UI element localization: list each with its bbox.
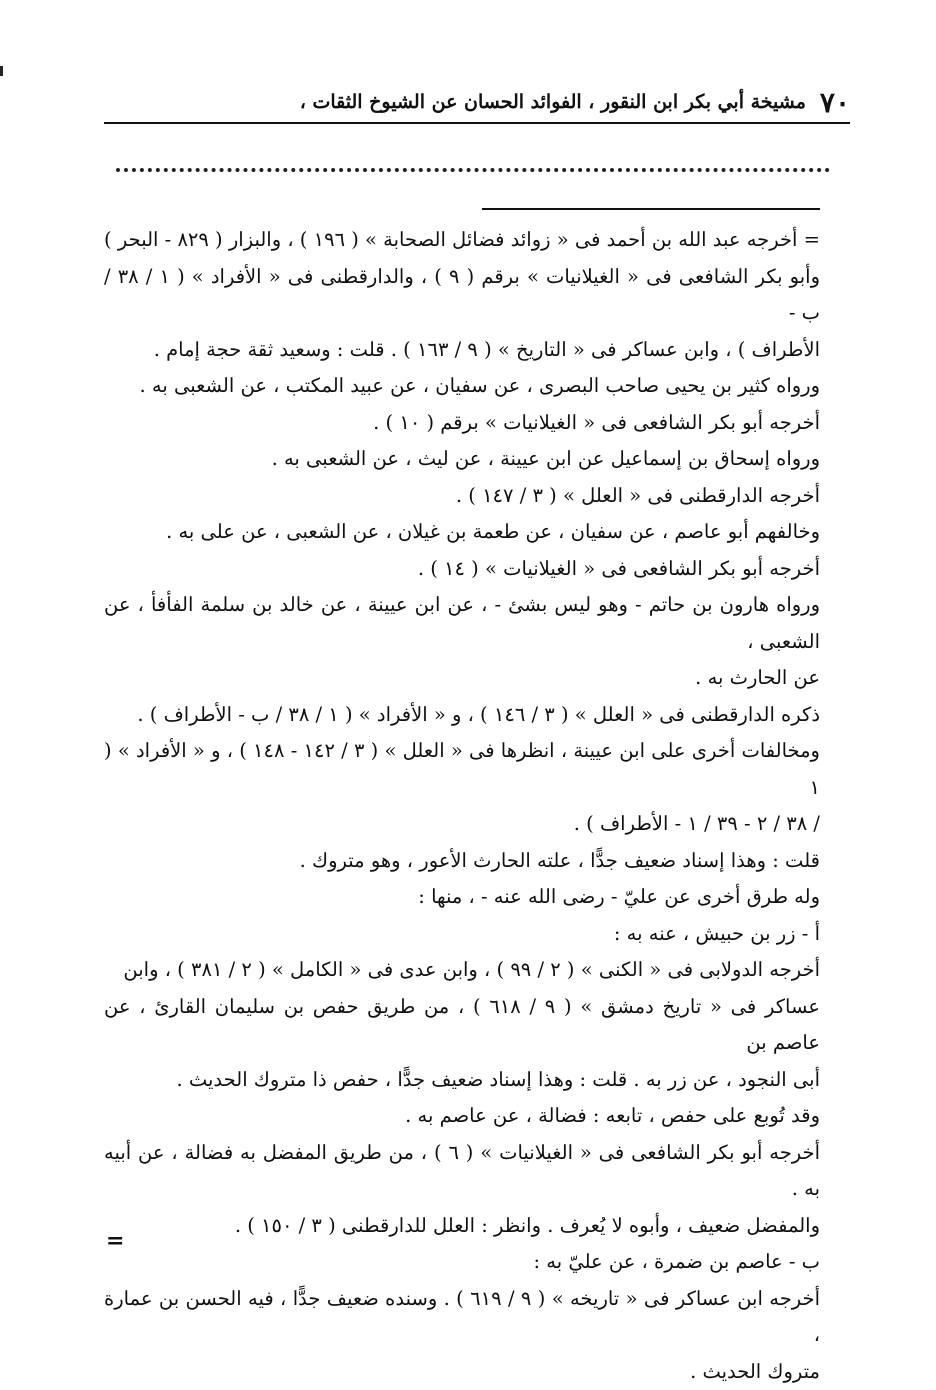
- text-line: وأبو بكر الشافعى فى « الغيلانيات » برقم ( ٩ ) ، والدارقطنى فى « الأفراد » ( ١ / ٣٨ / ب -: [104, 259, 820, 332]
- text-line: وخالفهم أبو عاصم ، عن سفيان ، عن طعمة بن غيلان ، عن الشعبى ، عن على به .: [104, 514, 820, 551]
- text-line: أخرجه الدارقطنى فى « العلل » ( ٣ / ١٤٧ ) .: [104, 478, 820, 515]
- text-line: ورواه إسحاق بن إسماعيل عن ابن عيينة ، عن ليث ، عن الشعبى به .: [104, 441, 820, 478]
- text-line: وقد تُوبع على حفص ، تابعه : فضالة ، عن عاصم به .: [104, 1098, 820, 1135]
- text-line: أبى النجود ، عن زر به . قلت : وهذا إسناد ضعيف جدًّا ، حفص ذا متروك الحديث .: [104, 1062, 820, 1099]
- text-line: أ - زر بن حبيش ، عنه به :: [104, 916, 820, 953]
- text-line: عن الحارث به .: [104, 660, 820, 697]
- text-line: ورواه هارون بن حاتم - وهو ليس بشئ - ، عن ابن عيينة ، عن خالد بن سلمة الفأفأ ، عن الشعبى ،: [104, 587, 820, 660]
- dotted-separator: [116, 168, 830, 172]
- text-line: ورواه كثير بن يحيى صاحب البصرى ، عن سفيان ، عن عبيد المكتب ، عن الشعبى به .: [104, 368, 820, 405]
- text-line: متروك الحديث .: [104, 1354, 820, 1390]
- text-line: قلت : وهذا إسناد ضعيف جدًّا ، علته الحارث الأعور ، وهو متروك .: [104, 843, 820, 880]
- text-line: ب - عاصم بن ضمرة ، عن عليّ به :: [104, 1244, 820, 1281]
- text-line: أخرجه الدولابى فى « الكنى » ( ٢ / ٩٩ ) ، وابن عدى فى « الكامل » ( ٢ / ٣٨١ ) ، وابن: [104, 952, 820, 989]
- footnote-text: [104, 222, 820, 1390]
- page-header: [104, 82, 850, 122]
- text-line: ذكره الدارقطنى فى « العلل » ( ٣ / ١٤٦ ) ، و « الأفراد » ( ١ / ٣٨ / ب - الأطراف ) .: [104, 697, 820, 734]
- continuation-mark: =: [106, 1228, 124, 1254]
- text-line: والمفضل ضعيف ، وأبوه لا يُعرف . وانظر : العلل للدارقطنى ( ٣ / ١٥٠ ) .: [104, 1208, 820, 1245]
- text-line: أخرجه أبو بكر الشافعى فى « الغيلانيات » ( ١٤ ) .: [104, 551, 820, 588]
- text-line: أخرجه ابن عساكر فى « تاريخه » ( ٩ / ٦١٩ ) . وسنده ضعيف جدًّا ، فيه الحسن بن عمارة ،: [104, 1281, 820, 1354]
- scan-edge-mark: [0, 66, 3, 76]
- text-line: أخرجه أبو بكر الشافعى فى « الغيلانيات » برقم ( ١٠ ) .: [104, 405, 820, 442]
- text-line: أخرجه أبو بكر الشافعى فى « الغيلانيات » ( ٦ ) ، من طريق المفضل به فضالة ، عن أبيه به .: [104, 1135, 820, 1208]
- text-line: الأطراف ) ، وابن عساكر فى « التاريخ » ( ٩ / ١٦٣ ) . قلت : وسعيد ثقة حجة إمام .: [104, 332, 820, 369]
- running-title: مشيخة أبي بكر ابن النقور ، الفوائد الحسان عن الشيوخ الثقات ،: [104, 91, 806, 113]
- header-rule: [104, 122, 850, 124]
- text-line: / ٣٨ / ٢ - ٣٩ / ١ - الأطراف ) .: [104, 806, 820, 843]
- footnote-rule: [482, 208, 820, 210]
- text-line: عساكر فى « تاريخ دمشق » ( ٩ / ٦١٨ ) ، من طريق حفص بن سليمان القارئ ، عن عاصم بن: [104, 989, 820, 1062]
- text-line: وله طرق أخرى عن عليّ - رضى الله عنه - ، منها :: [104, 879, 820, 916]
- text-line: = أخرجه عبد الله بن أحمد فى « زوائد فضائل الصحابة » ( ١٩٦ ) ، والبزار ( ٨٢٩ - البحر ): [104, 222, 820, 259]
- page-number: ٧٠: [820, 86, 850, 119]
- text-line: ومخالفات أخرى على ابن عيينة ، انظرها فى « العلل » ( ٣ / ١٤٢ - ١٤٨ ) ، و « الأفراد » ( ١: [104, 733, 820, 806]
